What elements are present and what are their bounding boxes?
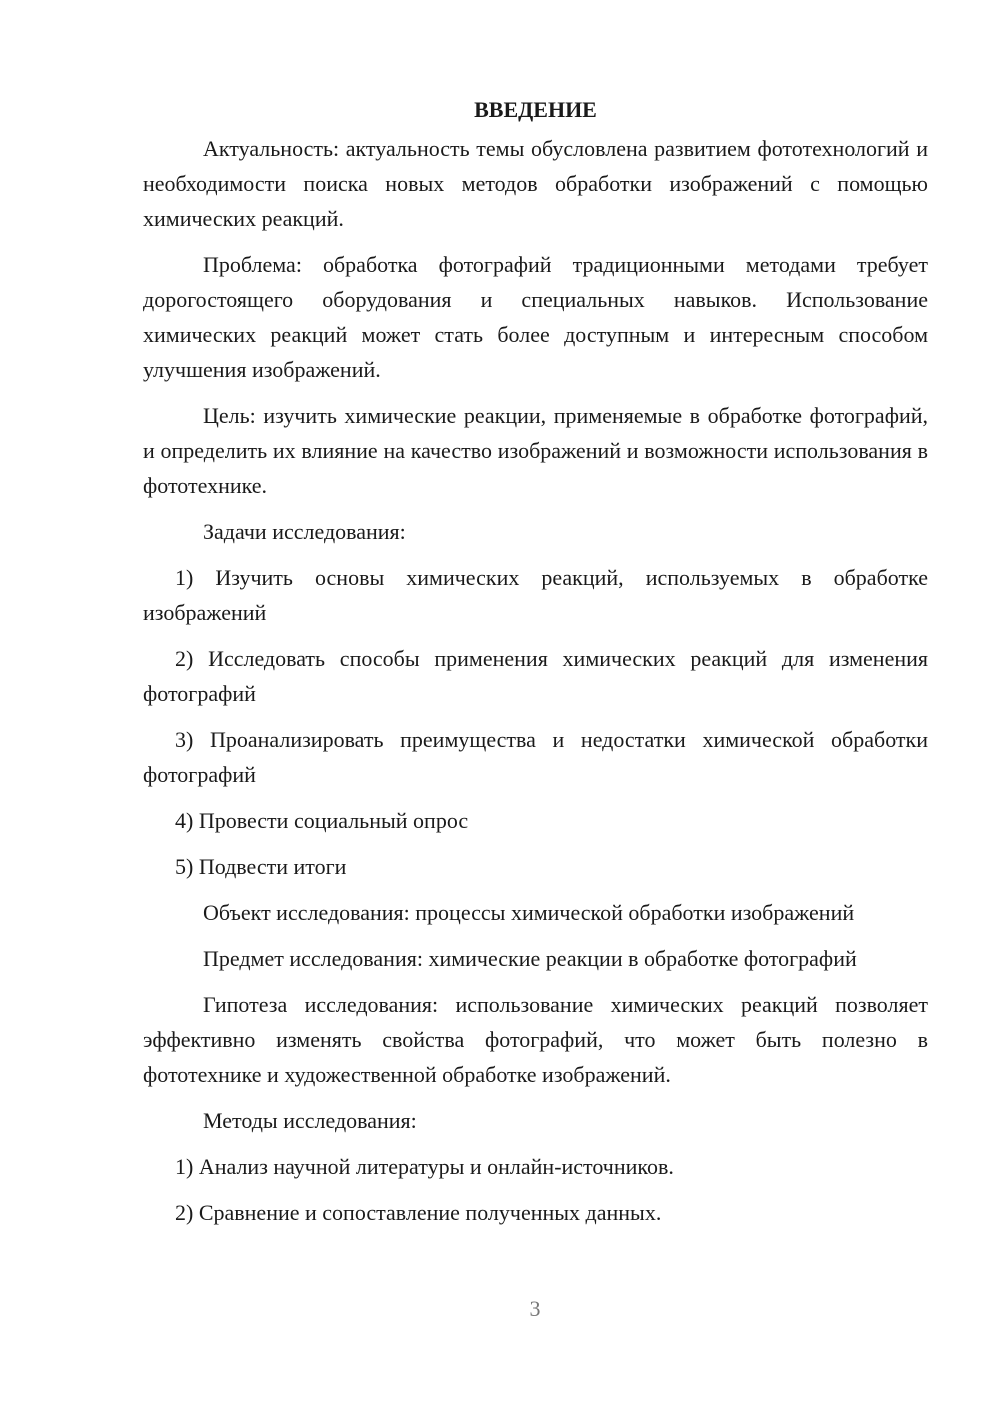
tasks-heading: Задачи исследования: [203,519,406,544]
hypothesis-paragraph: Гипотеза исследования: использование химических реакций позволяет эффективно изменять свойства фотографий, что может быть полезно в фототехнике и художественной обработке изображений. [143,992,928,1087]
method-item-2: 2) Сравнение и сопоставление полученных данных. [175,1200,662,1225]
page-number: 3 [529,1296,541,1321]
goal-paragraph: Цель: изучить химические реакции, применяемые в обработке фотографий, и определить их влияние на качество изображений и возможности использования в фототехнике. [143,403,928,498]
relevance-paragraph: Актуальность: актуальность темы обусловлена развитием фототехнологий и необходимости поиска новых методов обработки изображений с помощью химических реакций. [143,136,928,231]
document-page [143,92,928,1241]
task-item-4: 4) Провести социальный опрос [175,808,469,833]
task-item-1: 1) Изучить основы химических реакций, используемых в обработке изображений [143,565,928,625]
method-item-1: 1) Анализ научной литературы и онлайн-источников. [175,1154,674,1179]
task-item-5: 5) Подвести итоги [175,854,347,879]
task-item-3: 3) Проанализировать преимущества и недостатки химической обработки фотографий [143,727,928,787]
problem-paragraph: Проблема: обработка фотографий традиционными методами требует дорогостоящего оборудования и специальных навыков. Использование химических реакций может стать более доступным и интересным способом улучшения изображений. [143,252,928,382]
subject-paragraph: Предмет исследования: химические реакции в обработке фотографий [203,946,857,971]
object-paragraph: Объект исследования: процессы химической обработки изображений [203,900,855,925]
task-item-2: 2) Исследовать способы применения химических реакций для изменения фотографий [143,646,928,706]
section-title: ВВЕДЕНИЕ [474,97,597,122]
methods-heading: Методы исследования: [203,1108,417,1133]
